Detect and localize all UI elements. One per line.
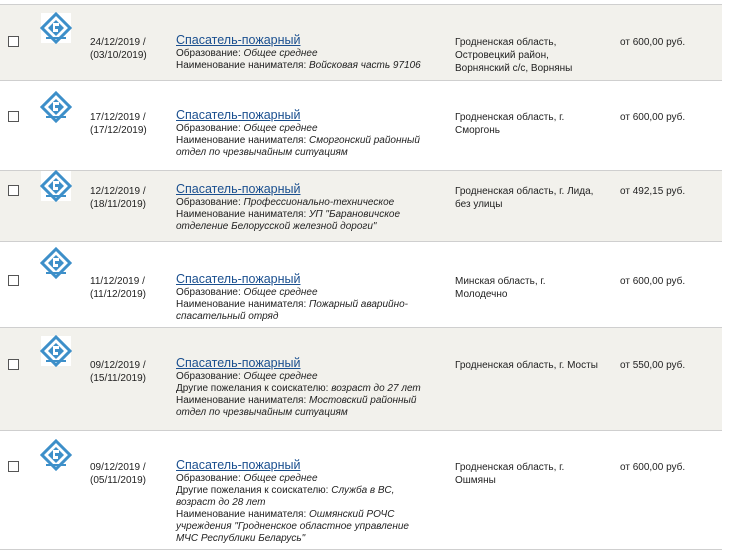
vacancy-info xyxy=(176,182,444,233)
select-checkbox[interactable] xyxy=(8,36,19,47)
detail-line xyxy=(176,135,444,147)
detail-line xyxy=(176,485,444,497)
detail-label: Образование: xyxy=(176,123,244,134)
location-line: без улицы xyxy=(455,199,503,210)
mchs-emblem-icon xyxy=(40,170,72,202)
detail-value: Служба в ВС, xyxy=(331,485,395,496)
vacancy-row xyxy=(0,81,722,171)
date-line: 09/12/2019 / xyxy=(90,360,146,371)
vacancy-info xyxy=(176,272,444,323)
date-line: 09/12/2019 / xyxy=(90,462,146,473)
detail-line xyxy=(176,48,444,60)
detail-value: отдел по чрезвычайным ситуациям xyxy=(176,407,348,418)
vacancy-location xyxy=(455,36,605,75)
detail-line xyxy=(176,371,444,383)
vacancy-dates xyxy=(90,359,168,385)
location-line: Молодечно xyxy=(455,289,508,300)
detail-line xyxy=(176,509,444,521)
vacancy-dates xyxy=(90,275,168,301)
location-line: Минская область, г. xyxy=(455,276,546,287)
date-line: (11/12/2019) xyxy=(90,289,146,300)
vacancy-salary: от 492,15 руб. xyxy=(620,186,686,197)
location-line: Гродненская область, г. Мосты xyxy=(455,360,598,371)
detail-line xyxy=(176,221,444,233)
detail-line xyxy=(176,497,444,509)
date-line: (05/11/2019) xyxy=(90,475,146,486)
detail-label: Образование: xyxy=(176,197,244,208)
date-line: (18/11/2019) xyxy=(90,199,146,210)
vacancy-row xyxy=(0,431,722,550)
vacancy-dates xyxy=(90,185,168,211)
location-line: Ошмяны xyxy=(455,475,496,486)
detail-value: отделение Белорусской железной дороги" xyxy=(176,221,377,232)
vacancy-row xyxy=(0,171,722,242)
vacancy-salary: от 550,00 руб. xyxy=(620,360,686,371)
location-line: Гродненская область, xyxy=(455,37,557,48)
mchs-emblem-icon xyxy=(40,247,72,279)
vacancy-salary: от 600,00 руб. xyxy=(620,462,686,473)
detail-value: Ошмянский РОЧС xyxy=(309,509,395,520)
detail-line xyxy=(176,311,444,323)
detail-label: Другие пожелания к соискателю: xyxy=(176,383,332,394)
detail-label: Образование: xyxy=(176,48,244,59)
detail-value: спасательный отряд xyxy=(176,311,279,322)
detail-line xyxy=(176,60,444,72)
vacancy-title-link[interactable]: Спасатель-пожарный xyxy=(176,272,301,286)
vacancy-salary: от 600,00 руб. xyxy=(620,112,686,123)
vacancy-info xyxy=(176,356,444,419)
mchs-emblem-icon xyxy=(40,91,72,123)
detail-line xyxy=(176,383,444,395)
detail-line xyxy=(176,533,444,545)
location-line: Островецкий район, xyxy=(455,50,549,61)
detail-label: Образование: xyxy=(176,371,244,382)
detail-label: Образование: xyxy=(176,287,244,298)
detail-label: Другие пожелания к соискателю: xyxy=(176,485,332,496)
detail-line xyxy=(176,521,444,533)
select-checkbox[interactable] xyxy=(8,275,19,286)
detail-line xyxy=(176,147,444,159)
location-line: Ворнянский с/с, Ворняны xyxy=(455,63,573,74)
location-line: Гродненская область, г. xyxy=(455,462,565,473)
vacancy-salary: от 600,00 руб. xyxy=(620,276,686,287)
vacancy-title-link[interactable]: Спасатель-пожарный xyxy=(176,458,301,472)
vacancy-row xyxy=(0,328,722,431)
detail-value: МЧС Республики Беларусь" xyxy=(176,533,306,544)
detail-line xyxy=(176,299,444,311)
detail-value: отдел по чрезвычайным ситуациям xyxy=(176,147,348,158)
detail-label: Наименование нанимателя: xyxy=(176,209,310,220)
select-checkbox[interactable] xyxy=(8,185,19,196)
detail-value: Профессионально-техническое xyxy=(243,197,395,208)
detail-line xyxy=(176,395,444,407)
detail-line xyxy=(176,287,444,299)
vacancy-location xyxy=(455,359,605,372)
mchs-emblem-icon xyxy=(40,439,72,471)
mchs-emblem-icon xyxy=(40,12,72,44)
vacancy-dates xyxy=(90,111,168,137)
detail-line xyxy=(176,407,444,419)
date-line: 17/12/2019 / xyxy=(90,112,146,123)
date-line: (15/11/2019) xyxy=(90,373,146,384)
detail-value: Пожарный аварийно- xyxy=(309,299,409,310)
detail-value: Общее среднее xyxy=(243,287,318,298)
detail-line xyxy=(176,209,444,221)
detail-label: Наименование нанимателя: xyxy=(176,135,310,146)
detail-line xyxy=(176,197,444,209)
location-line: Гродненская область, г. xyxy=(455,112,565,123)
vacancy-salary: от 600,00 руб. xyxy=(620,37,686,48)
date-line: 11/12/2019 / xyxy=(90,276,145,287)
mchs-emblem-icon xyxy=(40,335,72,367)
vacancy-location xyxy=(455,111,605,137)
detail-line xyxy=(176,123,444,135)
detail-value: Общее среднее xyxy=(243,371,318,382)
vacancy-dates xyxy=(90,461,168,487)
vacancy-title-link[interactable]: Спасатель-пожарный xyxy=(176,356,301,370)
detail-label: Наименование нанимателя: xyxy=(176,299,310,310)
detail-value: Общее среднее xyxy=(243,123,318,134)
detail-value: Войсковая часть 97106 xyxy=(309,60,421,71)
detail-value: Общее среднее xyxy=(243,473,318,484)
detail-value: Общее среднее xyxy=(243,48,318,59)
location-line: Гродненская область, г. Лида, xyxy=(455,186,594,197)
detail-value: возраст до 27 лет xyxy=(331,383,421,394)
vacancy-location xyxy=(455,461,605,487)
detail-value: возраст до 28 лет xyxy=(176,497,266,508)
vacancy-location xyxy=(455,185,605,211)
detail-value: учреждения "Гродненское областное управление xyxy=(176,521,409,532)
vacancy-row xyxy=(0,242,722,328)
vacancy-info xyxy=(176,33,444,72)
date-line: 12/12/2019 / xyxy=(90,186,146,197)
detail-label: Образование: xyxy=(176,473,244,484)
vacancy-dates xyxy=(90,36,168,62)
detail-value: Сморгонский районный xyxy=(309,135,420,146)
select-checkbox[interactable] xyxy=(8,359,19,370)
detail-label: Наименование нанимателя: xyxy=(176,395,310,406)
detail-label: Наименование нанимателя: xyxy=(176,509,310,520)
select-checkbox[interactable] xyxy=(8,461,19,472)
vacancy-title-link[interactable]: Спасатель-пожарный xyxy=(176,182,301,196)
date-line: 24/12/2019 / xyxy=(90,37,146,48)
date-line: (17/12/2019) xyxy=(90,125,147,136)
detail-value: Мостовский районный xyxy=(309,395,417,406)
vacancy-title-link[interactable]: Спасатель-пожарный xyxy=(176,108,301,122)
location-line: Сморгонь xyxy=(455,125,500,136)
select-checkbox[interactable] xyxy=(8,111,19,122)
detail-label: Наименование нанимателя: xyxy=(176,60,310,71)
vacancy-info xyxy=(176,108,444,159)
vacancy-location xyxy=(455,275,605,301)
date-line: (03/10/2019) xyxy=(90,50,147,61)
vacancy-title-link[interactable]: Спасатель-пожарный xyxy=(176,33,301,47)
vacancy-info xyxy=(176,458,444,545)
detail-line xyxy=(176,473,444,485)
detail-value: УП "Барановичское xyxy=(309,209,401,220)
vacancy-row xyxy=(0,5,722,81)
